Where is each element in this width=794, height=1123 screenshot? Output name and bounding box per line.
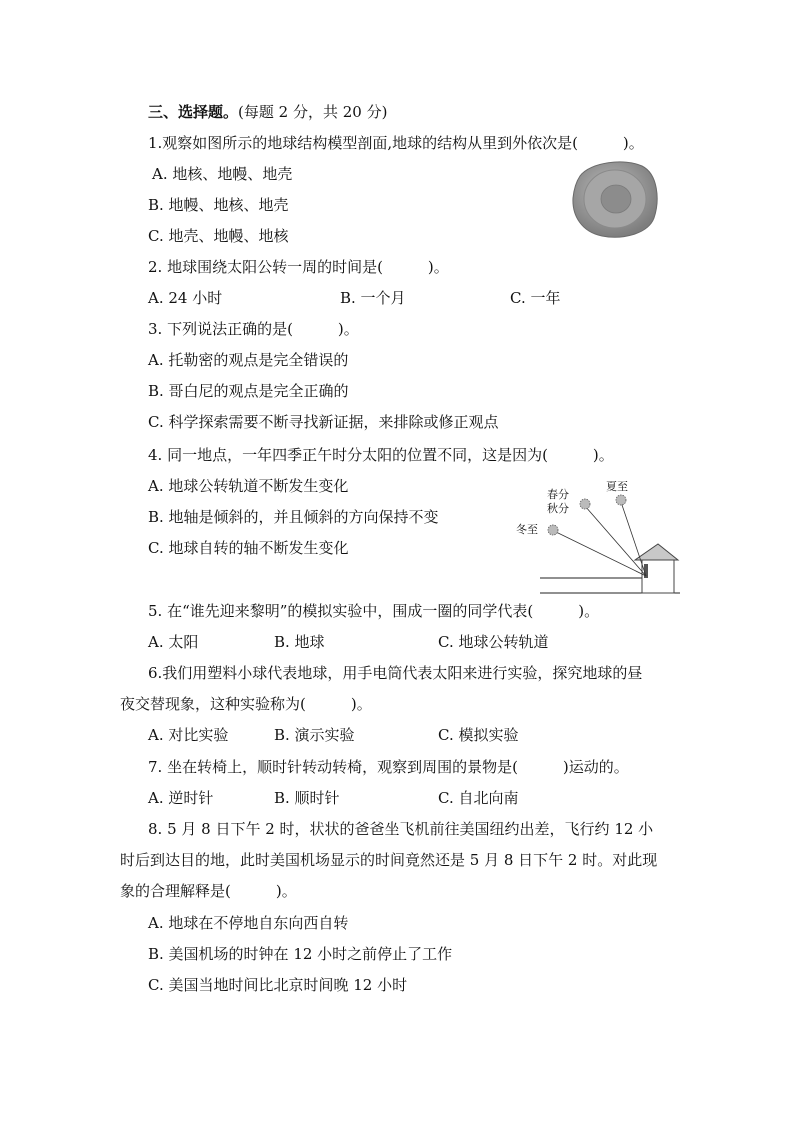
question-2-option-a: A. 24 小时 bbox=[148, 289, 223, 307]
question-5-option-b: B. 地球 bbox=[274, 633, 325, 651]
label-autumn-equinox: 秋分 bbox=[547, 502, 569, 515]
question-1-stem: 1.观察如图所示的地球结构模型剖面,地球的结构从里到外依次是( )。 bbox=[148, 134, 644, 152]
question-2-stem: 2. 地球围绕太阳公转一周的时间是( )。 bbox=[148, 258, 449, 276]
question-7-option-a: A. 逆时针 bbox=[148, 789, 214, 807]
house-roof bbox=[635, 544, 678, 560]
section-title: 三、选择题。 bbox=[148, 103, 239, 121]
question-6-stem-line-2: 夜交替现象，这种实验称为( )。 bbox=[120, 695, 372, 713]
question-3-stem: 3. 下列说法正确的是( )。 bbox=[148, 320, 359, 338]
question-4-option-a: A. 地球公转轨道不断发生变化 bbox=[148, 477, 349, 495]
question-5-option-a: A. 太阳 bbox=[148, 633, 199, 651]
sun-equinox-icon bbox=[580, 499, 590, 509]
section-heading bbox=[148, 102, 387, 122]
question-8-stem-line-2: 时后到达目的地，此时美国机场显示的时间竟然还是 5 月 8 日下午 2 时。对此现 bbox=[120, 851, 658, 869]
question-6-option-b: B. 演示实验 bbox=[274, 726, 355, 744]
question-5-option-c: C. 地球公转轨道 bbox=[438, 633, 549, 651]
sun-winter-icon bbox=[548, 525, 558, 535]
question-6-option-c: C. 模拟实验 bbox=[438, 726, 519, 744]
question-8-option-c: C. 美国当地时间比北京时间晚 12 小时 bbox=[148, 976, 408, 994]
ray-equinox bbox=[585, 506, 646, 576]
question-7-option-b: B. 顺时针 bbox=[274, 789, 340, 807]
label-summer-solstice: 夏至 bbox=[606, 480, 628, 493]
ray-winter bbox=[554, 531, 646, 576]
ray-summer bbox=[621, 502, 646, 576]
question-1-option-a: A. 地核、地幔、地壳 bbox=[152, 165, 293, 183]
question-3-option-a: A. 托勒密的观点是完全错误的 bbox=[148, 351, 349, 369]
sun-summer-icon bbox=[616, 495, 626, 505]
question-5-stem: 5. 在“谁先迎来黎明”的模拟实验中，围成一圈的同学代表( )。 bbox=[148, 602, 600, 620]
label-winter-solstice: 冬至 bbox=[516, 523, 538, 536]
question-8-stem-line-1: 8. 5 月 8 日下午 2 时，状状的爸爸坐飞机前往美国纽约出差，飞行约 12 小 bbox=[148, 820, 654, 838]
earth-core-shape bbox=[601, 185, 631, 213]
question-4-option-b: B. 地轴是倾斜的，并且倾斜的方向保持不变 bbox=[148, 508, 439, 526]
label-spring-equinox: 春分 bbox=[547, 488, 569, 501]
question-8-option-a: A. 地球在不停地自东向西自转 bbox=[148, 914, 349, 932]
question-4-option-c: C. 地球自转的轴不断发生变化 bbox=[148, 539, 349, 557]
section-scoring: (每题 2 分，共 20 分) bbox=[238, 103, 388, 121]
question-1-option-b: B. 地幔、地核、地壳 bbox=[148, 196, 289, 214]
question-6-stem-line-1: 6.我们用塑料小球代表地球，用手电筒代表太阳来进行实验，探究地球的昼 bbox=[148, 664, 643, 682]
earth-structure-figure bbox=[570, 158, 660, 240]
question-4-stem: 4. 同一地点，一年四季正午时分太阳的位置不同，这是因为( )。 bbox=[148, 446, 614, 464]
question-2-option-c: C. 一年 bbox=[510, 289, 561, 307]
question-6-option-a: A. 对比实验 bbox=[148, 726, 229, 744]
question-8-stem-line-3: 象的合理解释是( )。 bbox=[120, 882, 297, 900]
question-7-stem: 7. 坐在转椅上，顺时针转动转椅，观察到周围的景物是( )运动的。 bbox=[148, 758, 629, 776]
question-3-option-c: C. 科学探索需要不断寻找新证据，来排除或修正观点 bbox=[148, 413, 499, 431]
question-1-option-c: C. 地壳、地幔、地核 bbox=[148, 227, 289, 245]
question-8-option-b: B. 美国机场的时钟在 12 小时之前停止了工作 bbox=[148, 945, 453, 963]
sun-position-figure bbox=[516, 476, 688, 596]
question-7-option-c: C. 自北向南 bbox=[438, 789, 519, 807]
question-2-option-b: B. 一个月 bbox=[340, 289, 406, 307]
question-3-option-b: B. 哥白尼的观点是完全正确的 bbox=[148, 382, 349, 400]
